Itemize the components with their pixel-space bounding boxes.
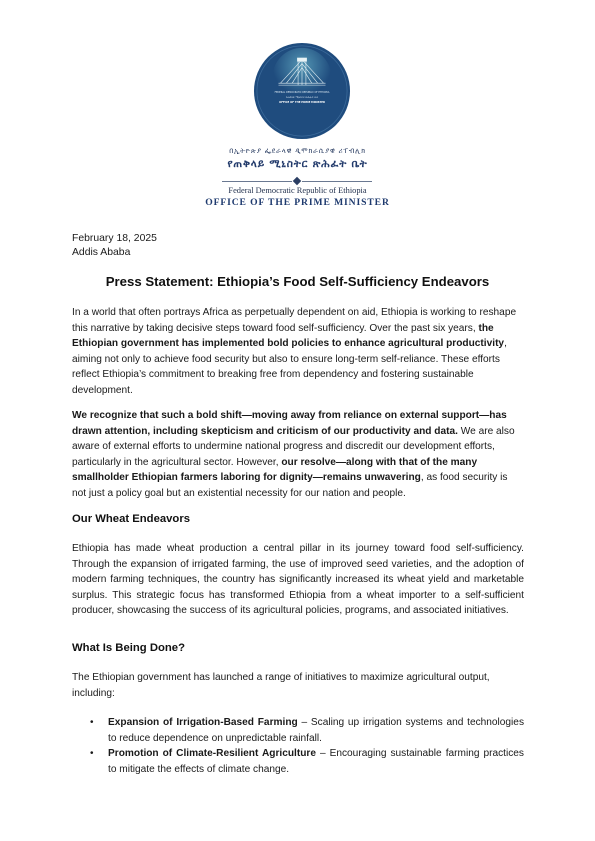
bullet-dot-icon: • (90, 717, 94, 728)
country-name: Federal Democratic Republic of Ethiopia (228, 186, 367, 195)
heading-wheat-endeavors: Our Wheat Endeavors (72, 513, 191, 525)
paragraph-resolve-bold-a: We recognize that such a bold shift—moving away from reliance on external support—has drawn attention, including skepticism and criticism of our productivity and data. (72, 410, 507, 437)
paragraph-resolve (72, 408, 524, 501)
divider-right (302, 181, 372, 182)
list-item (90, 746, 524, 777)
list-item-heading: Promotion of Climate-Resilient Agriculture (108, 748, 316, 759)
list-item-heading: Expansion of Irrigation-Based Farming (108, 717, 298, 728)
statement-place: Addis Ababa (72, 247, 131, 258)
paragraph-initiatives-intro: The Ethiopian government has launched a range of initiatives to maximize agricultural output, including: (72, 672, 490, 699)
paragraph-intro-bold: the Ethiopian government has implemented bold policies to enhance agricultural productivity (72, 322, 505, 349)
emblem-top-text: FEDERAL DEMOCRATIC REPUBLIC OF ETHIOPIA (274, 90, 330, 94)
paragraph-resolve-part-b: We are also aware of external efforts to undermine national progress and discredit our development efforts, particularly in the agricultural sector. However, (72, 425, 515, 468)
statement-date: February 18, 2025 (72, 233, 157, 244)
initiatives-list (90, 715, 524, 777)
amharic-office-line: የጠቅላይ ሚኒስትር ጽሕፈት ቤት (227, 158, 368, 170)
paragraph-intro-part-a: In a world that often portrays Africa as perpetually dependent on aid, Ethiopia is working to reshape this narrative by taking decisive steps toward food self-sufficiency. Over the past six years, (72, 307, 517, 334)
office-name: OFFICE OF THE PRIME MINISTER (205, 197, 390, 208)
list-item-text: – Encouraging sustainable farming practices to mitigate the effects of climate change. (108, 748, 524, 775)
list-item-text: – Scaling up irrigation systems and technologies to reduce dependence on unpredictable rainfall. (108, 717, 525, 744)
page-title: Press Statement: Ethiopia’s Food Self-Sufficiency Endeavors (105, 274, 490, 289)
bullet-dot-icon: • (90, 748, 94, 759)
divider-diamond (293, 177, 301, 185)
heading-what-is-being-done: What Is Being Done? (72, 642, 185, 654)
paragraph-intro (72, 305, 524, 398)
prime-minister-office-emblem (253, 42, 351, 140)
amharic-country-line: በኢትዮጵያ ፌደራላዊ ዲሞክራሲያዊ ሪፐብሊክ (229, 146, 366, 155)
emblem-amharic-text: የጠቅላይ ሚኒስትር ጽሕፈት ቤት (285, 94, 319, 99)
divider-left (222, 181, 292, 182)
paragraph-wheat: Ethiopia has made wheat production a central pillar in its journey toward food self-sufficiency. Through the expansion of irrigated farming, the use of improved seed varieties, and the adoption of modern farming techniques, the country has significantly increased its wheat yield and marketable surplus. This strategic focus has transformed Ethiopia from a wheat importer to a self-sufficient producer, showcasing the success of its agricultural policies, programs, and associated initiatives. (72, 543, 524, 616)
paragraph-resolve-bold-c: our resolve—along with that of the many smallholder Ethiopian farmers laboring for dignity—remains unwavering (72, 456, 478, 483)
list-item (90, 715, 524, 746)
emblem-bottom-text: OFFICE OF THE PRIME MINISTER (279, 100, 325, 104)
paragraph-resolve-part-d: , as food security is not just a policy goal but an existential necessity for our nation and people. (72, 472, 508, 499)
paragraph-intro-part-c: , aiming not only to achieve food security but also to ensure long-term self-reliance. These efforts reflect Ethiopia’s commitment to breaking free from dependency and fostering sustainable development. (72, 338, 507, 396)
